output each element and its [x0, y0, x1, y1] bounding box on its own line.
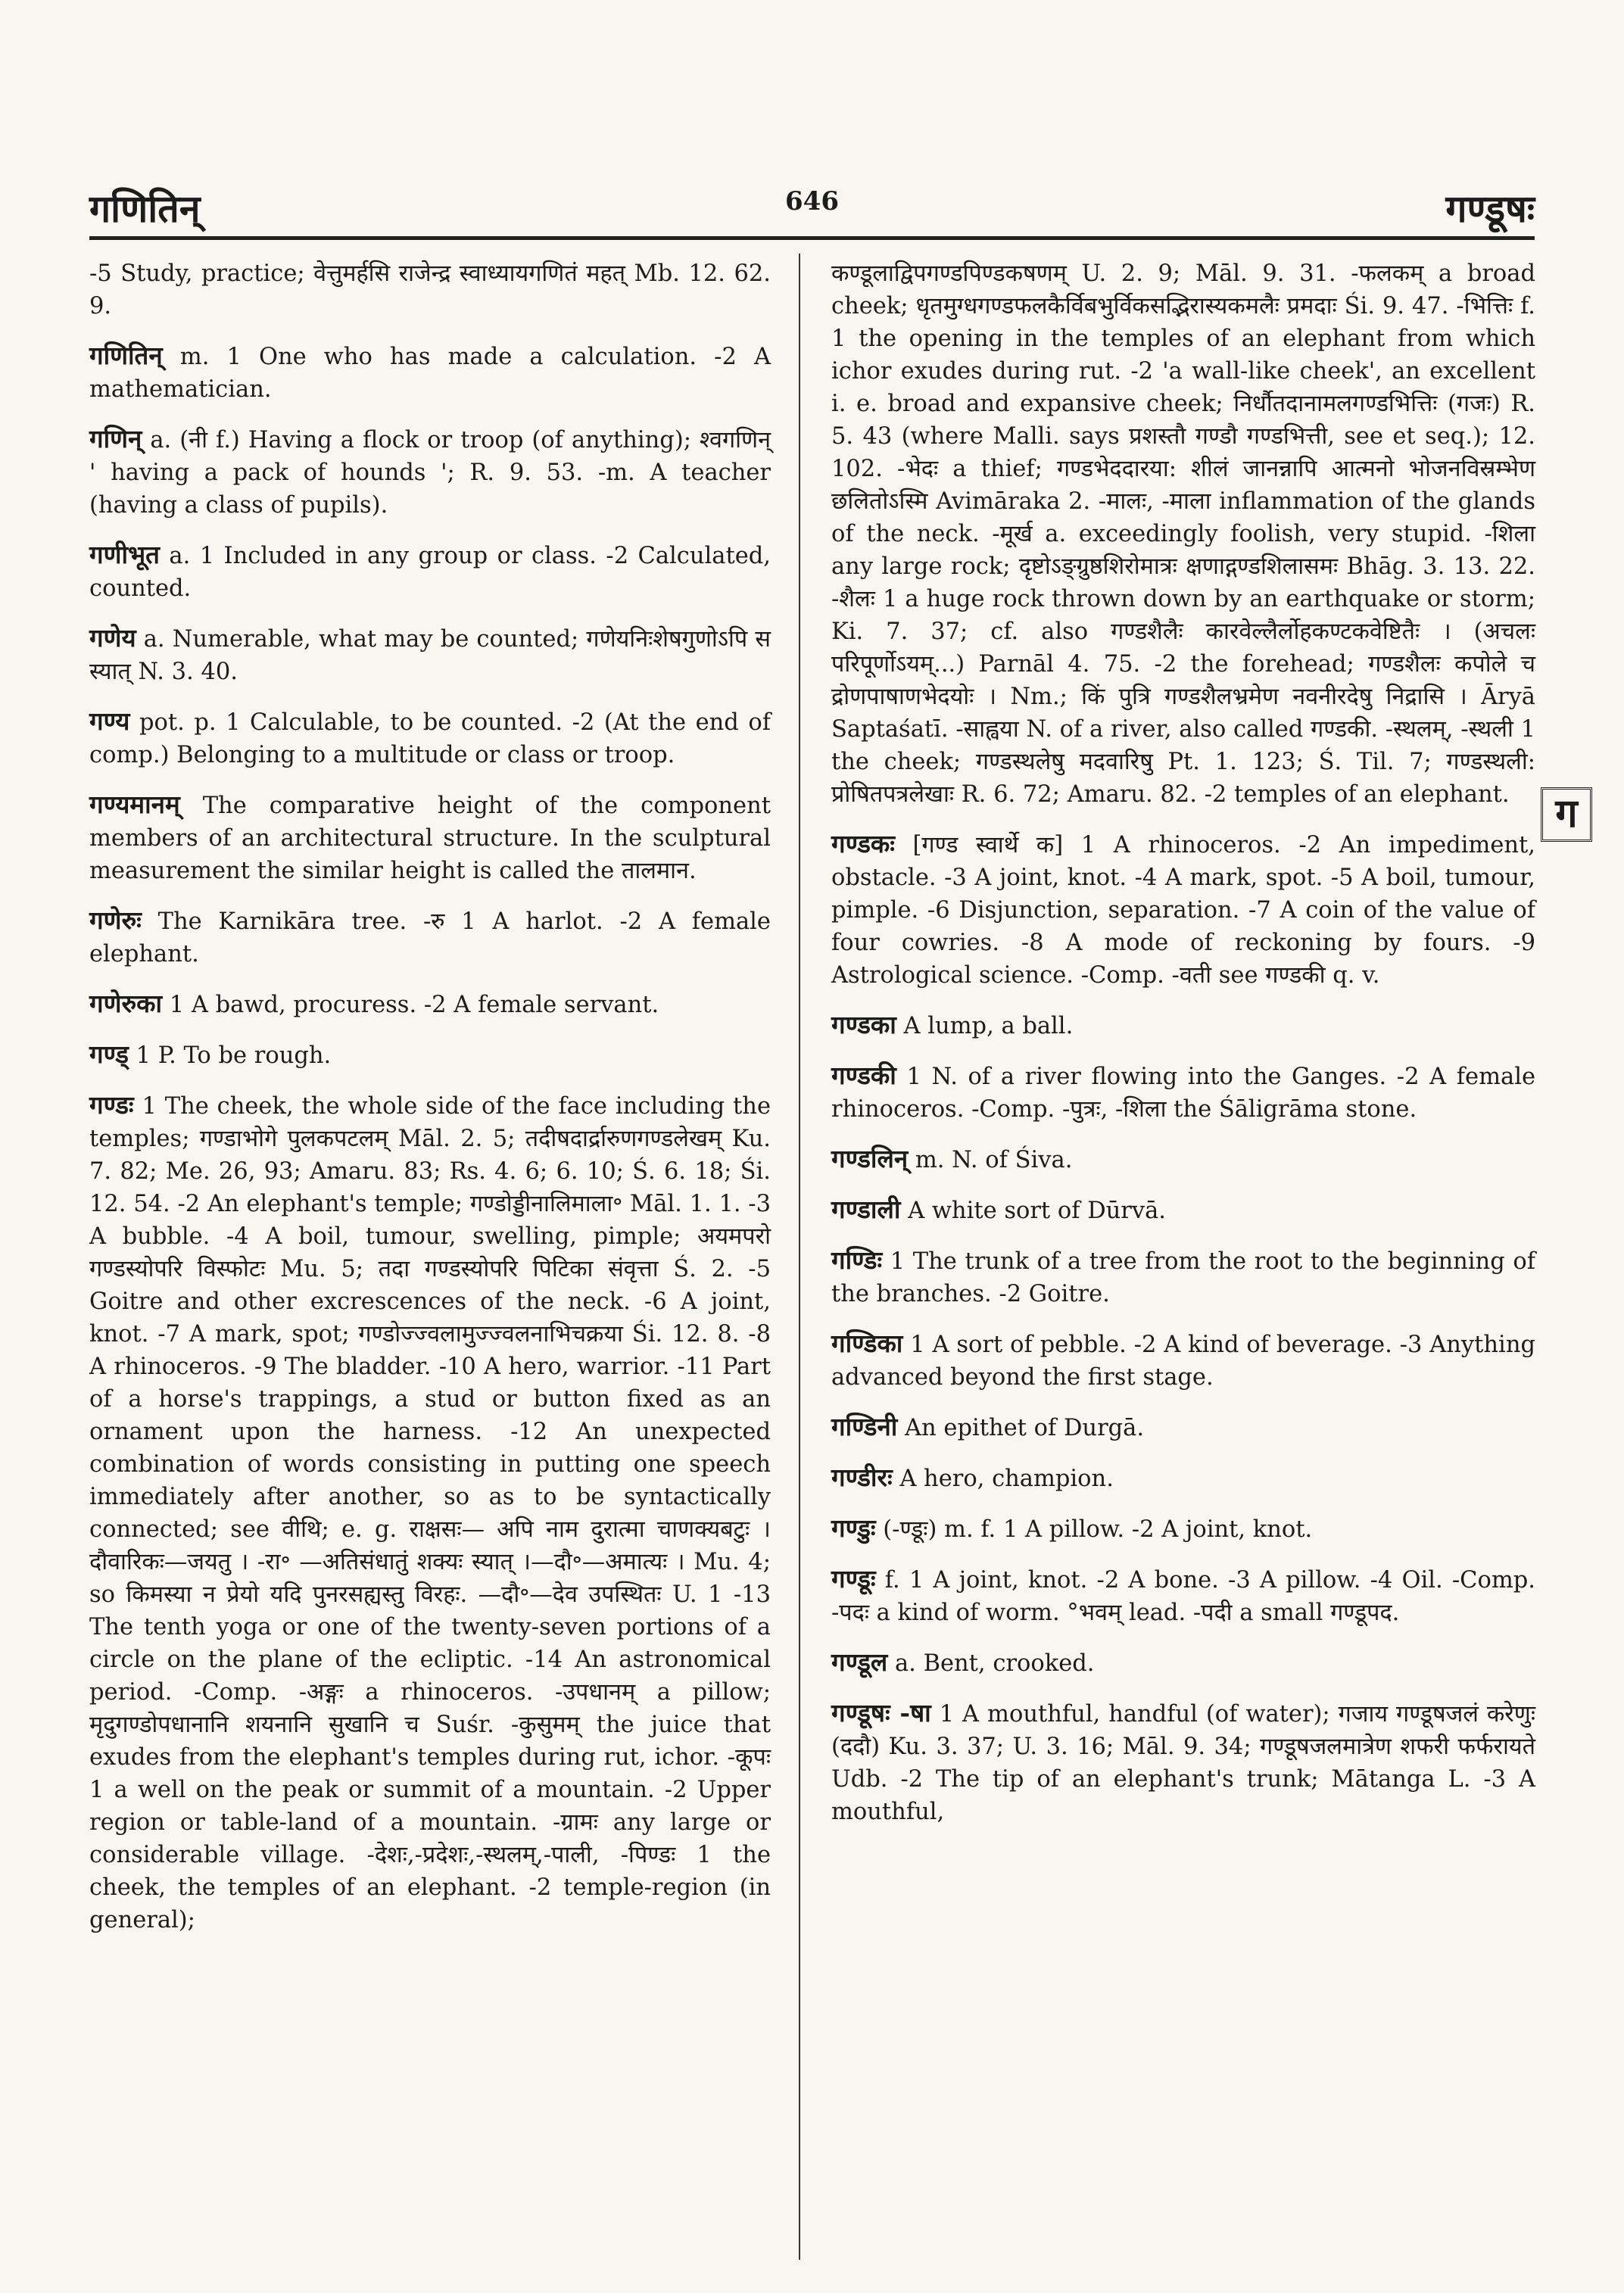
headword: गण्डलिन् — [831, 1144, 909, 1173]
header-last-word: गण्डूषः — [1445, 186, 1535, 231]
page-header — [89, 182, 1535, 235]
dictionary-entry — [831, 1461, 1535, 1495]
definition-text: f. 1 A joint, knot. -2 A bone. -3 A pillow. -4 Oil. -Comp. -पदः a kind of worm. °भवम् lead. -पदी a small गण्डूपद. — [831, 1567, 1535, 1626]
definition-text: A white sort of Dūrvā. — [908, 1198, 1166, 1224]
definition-text: An epithet of Durgā. — [905, 1415, 1145, 1441]
definition-text: 1 A sort of pebble. -2 A kind of beverage. -3 Anything advanced beyond the first stage. — [831, 1332, 1535, 1391]
dictionary-entry — [831, 1410, 1535, 1444]
headword: गण्डकः — [831, 829, 895, 858]
page-number: 646 — [785, 186, 839, 217]
dictionary-entry — [831, 1646, 1535, 1680]
definition-text: [गण्ड स्वार्थे क] 1 A rhinoceros. -2 An impediment, obstacle. -3 A joint, knot. -4 A mark, spot. -5 A boil, tumour, pimple. -6 Disjunction, separation. -7 A coin of the value of four cowries. -8 A mode of reckoning by fours. -9 Astrological science. -Comp. -वती see गण्डकी q. v. — [831, 832, 1535, 989]
headword: गण्डिका — [831, 1329, 903, 1358]
headword: गण्यमानम् — [89, 790, 180, 819]
header-first-word: गणितिन् — [89, 186, 201, 231]
definition-text: -5 Study, practice; वेत्तुमर्हसि राजेन्द्र स्वाध्यायगणितं महत् Mb. 12. 62. 9. — [89, 260, 771, 319]
dictionary-entry — [89, 622, 771, 688]
definition-text: The Karnikāra tree. -रु 1 A harlot. -2 A female elephant. — [89, 908, 771, 967]
headword: गणिन् — [89, 424, 142, 453]
headword: गणेरुका — [89, 989, 163, 1018]
headword: गण्डूषः -षा — [831, 1698, 931, 1728]
dictionary-entry — [831, 1244, 1535, 1310]
headword: गण्डकी — [831, 1061, 896, 1090]
headword: गण्डूः — [831, 1564, 876, 1594]
definition-text: a. (नी f.) Having a flock or troop (of anything); श्वगणिन् ' having a pack of hounds '; R. 9. 53. -m. A teacher (having a class of pupils). — [89, 427, 771, 519]
definition-text: m. N. of Śiva. — [915, 1147, 1073, 1173]
headword: गणेरुः — [89, 905, 142, 935]
headword: गण्डुः — [831, 1513, 876, 1543]
headword: गणीभूत — [89, 540, 160, 569]
headword: गण्डिः — [831, 1245, 883, 1275]
dictionary-entry — [831, 1696, 1535, 1828]
dictionary-entry — [89, 1089, 771, 1936]
definition-text: 1 A mouthful, handful (of water); गजाय गण्डूषजलं करेणुः (ददौ) Ku. 3. 37; U. 3. 16; Māl. 9. 34; गण्डूषजलमात्रेण शफरी फर्फरायते Udb. -2 The tip of an elephant's trunk; Mātanga L. -3 A mouthful, — [831, 1701, 1535, 1825]
dictionary-entry — [831, 1008, 1535, 1042]
dictionary-entry — [89, 987, 771, 1021]
definition-text: 1 The trunk of a tree from the root to the beginning of the branches. -2 Goitre. — [831, 1248, 1535, 1307]
dictionary-entry — [89, 788, 771, 887]
header-rule — [89, 236, 1535, 240]
dictionary-entry — [831, 1142, 1535, 1176]
dictionary-entry — [831, 1562, 1535, 1629]
definition-text: The comparative height of the component members of an architectural structure. In the sculptural measurement the similar height is called the तालमान. — [89, 793, 771, 884]
definition-text: (-ण्डूः) m. f. 1 A pillow. -2 A joint, knot. — [883, 1516, 1313, 1543]
definition-text: A lump, a ball. — [903, 1013, 1074, 1039]
headword: गण्डूल — [831, 1647, 888, 1677]
headword: गण्ड् — [89, 1039, 129, 1069]
dictionary-entry — [89, 339, 771, 406]
column-divider — [799, 254, 800, 2260]
definition-text: A hero, champion. — [899, 1466, 1114, 1492]
right-column — [831, 257, 1535, 1845]
dictionary-entry — [831, 1512, 1535, 1546]
dictionary-entry — [831, 257, 1535, 811]
headword: गण्य — [89, 706, 130, 736]
definition-text: a. 1 Included in any group or class. -2 Calculated, counted. — [89, 543, 771, 602]
definition-text: 1 The cheek, the whole side of the face including the temples; गण्डाभोगे पुलकपटलम् Māl. 2. 5; तदीषदार्द्रारुणगण्डलेखम् Ku. 7. 82; Me. 26, 93; Amaru. 83; Rs. 4. 6; 6. 10; Ś. 6. 18; Śi. 12. 54. -2 An elephant's temple; गण्डोड्डीनालिमाला॰ Māl. 1. 1. -3 A bubble. -4 A boil, tumour, swelling, pimple; अयमपरो गण्डस्योपरि विस्फोटः Mu. 5; तदा गण्डस्योपरि पिटिका संवृत्ता Ś. 2. -5 Goitre and other excrescences of the neck. -6 A joint, knot. -7 A mark, spot; गण्डोज्ज्वलामुज्ज्वलनाभिचक्रया Śi. 12. 8. -8 A rhinoceros. -9 The bladder. -10 A hero, warrior. -11 Part of a horse's trappings, a stud or button fixed as an ornament upon the harness. -12 An unexpected combination of words consisting in putting one speech immediately after another, so as to be syntactically connected; see वीथि; e. g. राक्षसः— अपि नाम दुरात्मा चाणक्यबटुः । दौवारिकः—जयतु । -रा॰ —अतिसंधातुं शक्यः स्यात् ।—दौ॰—अमात्यः । Mu. 4; so किमस्या न प्रेयो यदि पुनरसह्यस्तु विरहः. —दौ॰—देव उपस्थितः U. 1 -13 The tenth yoga or one of the twenty-seven portions of a circle on the plane of the ecliptic. -14 An astronomical period. -Comp. -अङ्गः a rhinoceros. -उपधानम् a pillow; मृदुगण्डोपधानानि शयनानि सुखानि च Suśr. -कुसुमम् the juice that exudes from the elephant's temples during rut, ichor. -कूपः 1 a well on the peak or summit of a mountain. -2 Upper region or table-land of a mountain. -ग्रामः any large or considerable village. -देशः,-प्रदेशः,-स्थलम्,-पाली, -पिण्डः 1 the cheek, the temples of an elephant. -2 temple-region (in general); — [89, 1093, 771, 1933]
definition-text: 1 N. of a river flowing into the Ganges. -2 A female rhinoceros. -Comp. -पुत्रः, -शिला the Śāligrāma stone. — [831, 1064, 1536, 1123]
definition-text: pot. p. 1 Calculable, to be counted. -2 (At the end of comp.) Belonging to a multitude or class or troop. — [89, 709, 771, 768]
headword: गण्डाली — [831, 1195, 901, 1224]
dictionary-entry — [89, 904, 771, 970]
thumb-index-tab: ग — [1541, 787, 1592, 842]
definition-text: 1 A bawd, procuress. -2 A female servant. — [169, 992, 659, 1018]
definition-text: कण्डूलाद्विपगण्डपिण्डकषणम् U. 2. 9; Māl. 9. 31. -फलकम् a broad cheek; धृतमुग्धगण्डफलकैर्विबभुर्विकसद्भिरास्यकमलैः प्रमदाः Śi. 9. 47. -भित्तिः f. 1 the opening in the temples of an elephant from which ichor exudes during rut. -2 'a wall-like cheek', an excellent i. e. broad and expansive cheek; निर्धौतदानामलगण्डभित्तिः (गजः) R. 5. 43 (where Malli. says प्रशस्तौ गण्डौ गण्डभित्ती, see et seq.); 12. 102. -भेदः a thief; गण्डभेददारया: शीलं जानन्नापि आत्मनो भोजनविस्रम्भेण छलितोऽस्मि Avimāraka 2. -मालः, -माला inflammation of the glands of the neck. -मूर्ख a. exceedingly foolish, very stupid. -शिला any large rock; दृष्टोऽङ्ग्रुष्ठशिरोमात्रः क्षणाद्गण्डशिलासमः Bhāg. 3. 13. 22. -शैलः 1 a huge rock thrown down by an earthquake or storm; Ki. 7. 37; cf. also गण्डशैलैः कारवेल्लैर्लोहकण्टकवेष्टितैः । (अचलः परिपूर्णोऽयम्...) Parnāl 4. 75. -2 the forehead; गण्डशैलः कपोले च द्रोणपाषाणभेदयोः । Nm.; किं पुत्रि गण्डशैलभ्रमेण नवनीरदेषु निद्रासि । Āryā Saptaśatī. -साह्वया N. of a river, also called गण्डकी. -स्थलम्, -स्थली 1 the cheek; गण्डस्थलेषु मदवारिषु Pt. 1. 123; Ś. Til. 7; गण्डस्थली: प्रोषितपत्रलेखाः R. 6. 72; Amaru. 82. -2 temples of an elephant. — [831, 260, 1535, 808]
headword: गण्डिनी — [831, 1412, 898, 1441]
definition-text: 1 P. To be rough. — [136, 1042, 332, 1069]
dictionary-entry — [89, 538, 771, 605]
headword: गणितिन् — [89, 341, 163, 370]
dictionary-entry — [89, 422, 771, 522]
dictionary-entry — [831, 1059, 1535, 1126]
definition-text: a. Bent, crooked. — [895, 1650, 1095, 1677]
headword: गण्डः — [89, 1090, 134, 1120]
dictionary-entry — [831, 1193, 1535, 1227]
dictionary-entry — [89, 705, 771, 771]
dictionary-entry — [89, 257, 771, 322]
dictionary-entry — [831, 1327, 1535, 1394]
headword: गण्डका — [831, 1010, 896, 1039]
definition-text: a. Numerable, what may be counted; गणेयनिःशेषगुणोऽपि स स्यात् N. 3. 40. — [89, 626, 771, 685]
dictionary-entry — [831, 827, 1535, 992]
headword: गणेय — [89, 623, 136, 653]
left-column — [89, 257, 771, 1953]
definition-text: m. 1 One who has made a calculation. -2 A mathematician. — [89, 344, 771, 403]
headword: गण्डीरः — [831, 1463, 893, 1492]
dictionary-entry — [89, 1038, 771, 1072]
